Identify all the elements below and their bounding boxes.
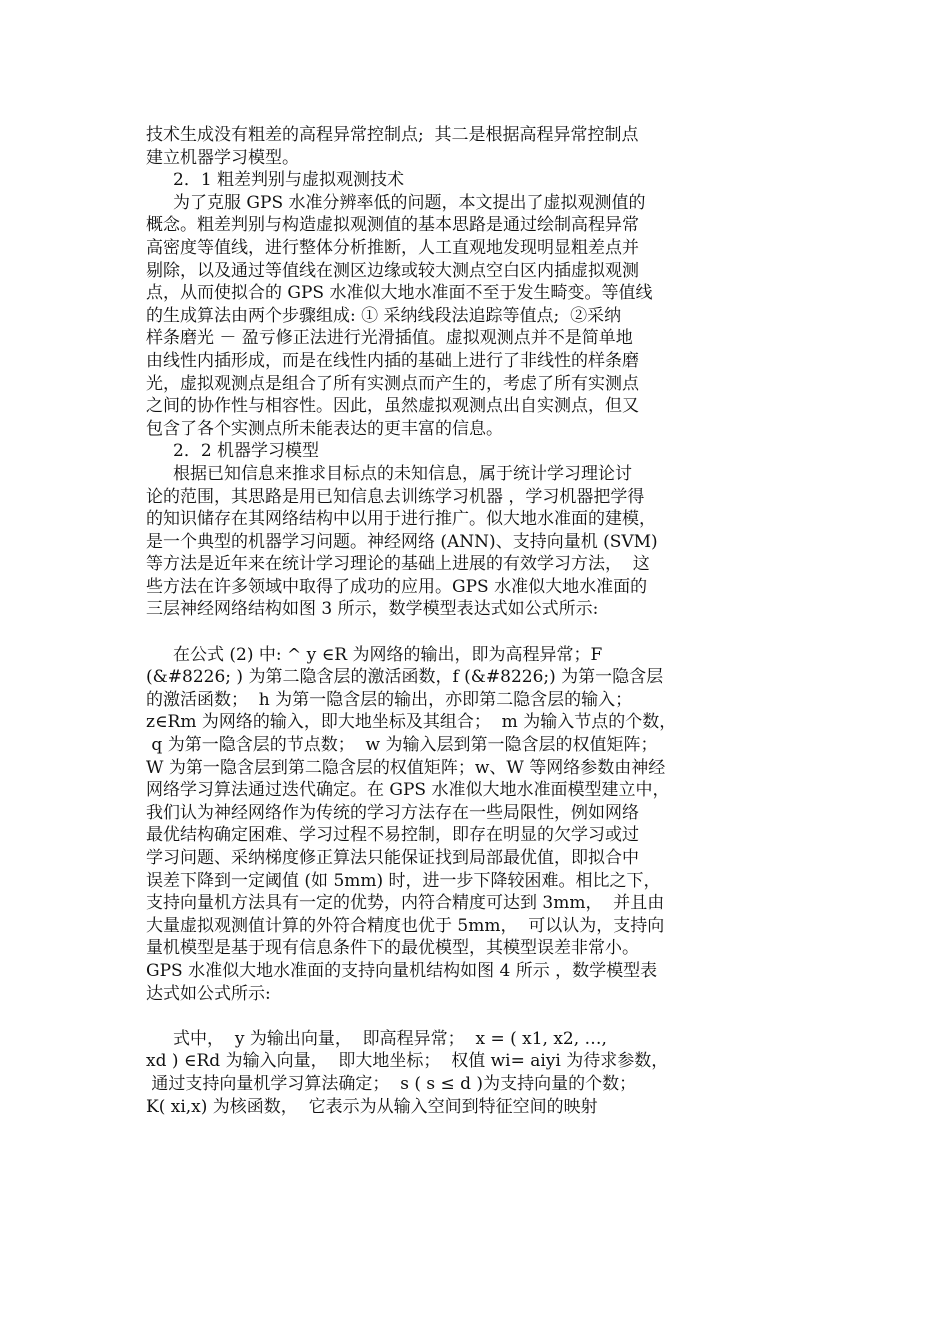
text-line: z∈Rm 为网络的输入，即大地坐标及其组合； m 为输入节点的个数， — [146, 712, 677, 733]
text-line: K( xi,x) 为核函数， 它表示为从输入空间到特征空间的映射 — [146, 1096, 598, 1117]
text-line: 根据已知信息来推求目标点的未知信息，属于统计学习理论讨 — [146, 463, 633, 484]
text-line: 为了克服 GPS 水准分辨率低的问题，本文提出了虚拟观测值的 — [146, 192, 646, 213]
text-line: 网络学习算法通过迭代确定。在 GPS 水准似大地水准面模型建立中， — [146, 780, 670, 801]
text-line: 大量虚拟观测值计算的外符合精度也优于 5mm， 可以认为，支持向 — [146, 915, 665, 936]
document-page — [146, 124, 814, 1118]
text-line: 论的范围，其思路是用已知信息去训练学习机器 ，学习机器把学得 — [146, 486, 645, 507]
text-line: (&#8226; ) 为第二隐含层的激活函数，f (&#8226;) 为第一隐含层 — [146, 667, 664, 688]
text-line: 的生成算法由两个步骤组成: ① 采纳线段法追踪等值点; ②采纳 — [146, 305, 622, 326]
formula-gap — [146, 1005, 814, 1028]
text-line: 的激活函数； h 为第一隐含层的输出，亦即第二隐含层的输入； — [146, 689, 633, 710]
text-line: 是一个典型的机器学习问题。神经网络 (ANN)、支持向量机 (SVM) — [146, 531, 658, 552]
section-heading: 2．2 机器学习模型 — [146, 441, 320, 462]
text-line: 的知识储存在其网络结构中以用于进行推广。似大地水准面的建模， — [146, 509, 656, 530]
text-line: 包含了各个实测点所未能表达的更丰富的信息。 — [146, 418, 503, 439]
section-block-c — [146, 1028, 814, 1118]
text-line: 由线性内插形成，而是在线性内插的基础上进行了非线性的样条磨 — [146, 350, 639, 371]
section-heading: 2．1 粗差判别与虚拟观测技术 — [146, 170, 405, 191]
text-line: xd ) ∈Rd 为输入向量， 即大地坐标； 权值 wi= aiyi 为待求参数， — [146, 1051, 669, 1072]
text-line: 等方法是近年来在统计学习理论的基础上进展的有效学习方法， 这 — [146, 554, 650, 575]
text-line: 通过支持向量机学习算法确定； s ( s ≤ d )为支持向量的个数； — [146, 1073, 637, 1094]
text-line: q 为第一隐含层的节点数； w 为输入层到第一隐含层的权值矩阵； — [146, 735, 658, 756]
text-line: 光，虚拟观测点是组合了所有实测点而产生的，考虑了所有实测点 — [146, 373, 639, 394]
text-line: 点，从而使拟合的 GPS 水准似大地水准面不至于发生畸变。等值线 — [146, 283, 653, 304]
text-line: 三层神经网络结构如图 3 所示，数学模型表达式如公式所示: — [146, 599, 599, 620]
text-line: 达式如公式所示: — [146, 983, 271, 1004]
text-line: 样条磨光 － 盈亏修正法进行光滑插值。虚拟观测点并不是简单地 — [146, 328, 633, 349]
text-line: 学习问题、采纳梯度修正算法只能保证找到局部最优值，即拟合中 — [146, 848, 639, 868]
text-line: 误差下降到一定阈值 (如 5mm) 时，进一步下降较困难。相比之下， — [146, 870, 661, 891]
text-line: 支持向量机方法具有一定的优势，内符合精度可达到 3mm， 并且由 — [146, 893, 665, 914]
text-line: 我们认为神经网络作为传统的学习方法存在一些局限性，例如网络 — [146, 802, 639, 823]
text-line: 高密度等值线，进行整体分析推断，人工直观地发现明显粗差点并 — [146, 237, 639, 258]
text-line: 概念。粗差判别与构造虚拟观测值的基本思路是通过绘制高程异常 — [146, 215, 639, 236]
text-line: 之间的协作性与相容性。因此，虽然虚拟观测点出自实测点，但又 — [146, 396, 639, 417]
text-line: 最优结构确定困难、学习过程不易控制，即存在明显的欠学习或过 — [146, 825, 639, 846]
section-block-a — [146, 124, 814, 621]
text-line: 在公式 (2) 中: ^ y ∈R 为网络的输出，即为高程异常；F — [146, 644, 603, 665]
formula-gap — [146, 621, 814, 644]
text-line: 量机模型是基于现有信息条件下的最优模型，其模型误差非常小。 — [146, 938, 639, 959]
section-block-b — [146, 644, 814, 1006]
text-line: 式中， y 为输出向量， 即高程异常； x = ( x1, x2, …, — [146, 1028, 607, 1049]
text-line: 技术生成没有粗差的高程异常控制点; 其二是根据高程异常控制点 — [146, 125, 639, 145]
text-line: W 为第一隐含层到第二隐含层的权值矩阵；w、W 等网络参数由神经 — [146, 757, 666, 778]
text-line: 些方法在许多领域中取得了成功的应用。GPS 水准似大地水准面的 — [146, 576, 648, 597]
text-line: 建立机器学习模型。 — [146, 147, 299, 168]
text-line: GPS 水准似大地水准面的支持向量机结构如图 4 所示 ，数学模型表 — [146, 960, 658, 981]
text-line: 剔除，以及通过等值线在测区边缘或较大测点空白区内插虚拟观测 — [146, 260, 639, 281]
